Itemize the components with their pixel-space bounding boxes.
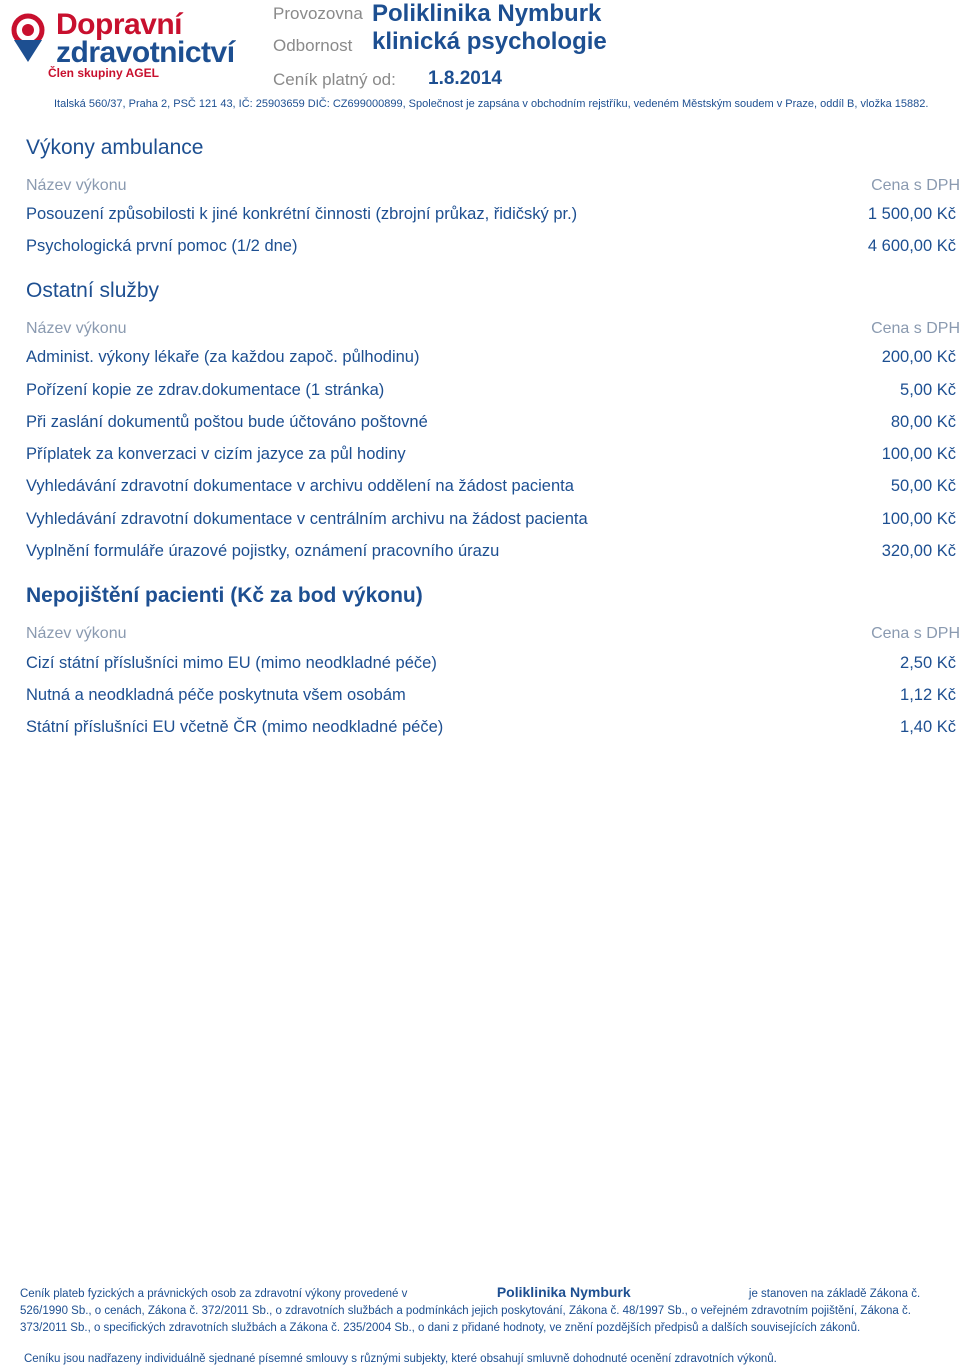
cenik-date: 1.8.2014 — [428, 68, 502, 89]
table-row-price: 50,00 Kč — [890, 477, 956, 495]
table-row-price: 80,00 Kč — [890, 413, 956, 431]
provozovna-value: Poliklinika Nymburk — [372, 0, 602, 27]
table-row-price: 4 600,00 Kč — [867, 237, 956, 255]
footer-text-part1: Ceník plateb fyzických a právnických osob za zdravotní výkony provedené v — [20, 1288, 408, 1300]
footer-provozovna: Poliklinika Nymburk — [496, 1284, 631, 1300]
odbornost-value: klinická psychologie — [372, 28, 607, 55]
column-header-price: Cena s DPH — [871, 320, 960, 337]
footer-legal-text — [20, 1284, 948, 1337]
odbornost-label: Odbornost — [273, 36, 353, 55]
column-header-name: Název výkonu — [26, 625, 127, 642]
table-row-price: 200,00 Kč — [881, 348, 956, 366]
table-row-price: 100,00 Kč — [881, 445, 956, 463]
section-title: Ostatní služby — [26, 279, 160, 302]
table-row-price: 320,00 Kč — [881, 542, 956, 560]
logo-line2: zdravotnictví — [56, 36, 235, 69]
table-row-name: Vyplnění formuláře úrazové pojistky, oznámení pracovního úrazu — [26, 542, 500, 560]
table-row-price: 1 500,00 Kč — [867, 205, 956, 223]
section-title: Nepojištění pacienti (Kč za bod výkonu) — [26, 584, 423, 607]
logo-line3: Člen skupiny AGEL — [48, 66, 159, 80]
table-row-name: Nutná a neodkladná péče poskytnuta všem osobám — [26, 686, 406, 704]
table-row-name: Administ. výkony lékaře (za každou započ. půlhodinu) — [26, 348, 420, 366]
section-title: Výkony ambulance — [26, 136, 204, 159]
table-row-price: 1,40 Kč — [900, 718, 956, 736]
column-header-price: Cena s DPH — [871, 625, 960, 642]
cenik-label: Ceník platný od: — [273, 70, 396, 89]
table-row-name: Cizí státní příslušníci mimo EU (mimo neodkladné péče) — [26, 654, 437, 672]
table-row-name: Vyhledávání zdravotní dokumentace v archivu oddělení na žádost pacienta — [26, 477, 574, 495]
table-row-price: 5,00 Kč — [900, 381, 956, 399]
table-row-name: Státní příslušníci EU včetně ČR (mimo neodkladné péče) — [26, 718, 444, 736]
table-row-price: 100,00 Kč — [881, 510, 956, 528]
company-logo — [8, 6, 258, 84]
table-row-price: 1,12 Kč — [900, 686, 956, 704]
column-header-name: Název výkonu — [26, 320, 127, 337]
column-header-price: Cena s DPH — [871, 177, 960, 194]
table-row-name: Psychologická první pomoc (1/2 dne) — [26, 237, 298, 255]
footer-last-line: Ceníku jsou nadřazeny individuálně sjednané písemné smlouvy s různými subjekty, které obsahují smluvně dohodnuté ocenění zdravotních výkonů. — [24, 1353, 777, 1365]
footer-text-part2: je stanoven na základě Zákona č. 526/1990 Sb., o cenách, Zákona č. 372/2011 Sb., o zdravotních službách a podmínkách jejich poskytování, Zákona č. 48/1997 Sb., o veřejném zdravotním pojištění, Zákona č. 373/2011 Sb., o specifických zdravotních službách a Zákona č. 235/2004 Sb., o dani z přidané hodnoty, ve znění pozdějších předpisů a dalších souvisejících zákonů. — [20, 1288, 921, 1334]
company-info: Italská 560/37, Praha 2, PSČ 121 43, IČ: 25903659 DIČ: CZ699000899, Společnost je zapsána v obchodním rejstříku, vedeném Městským soudem v Praze, oddíl B, vložka 15882. — [54, 98, 929, 110]
table-row-name: Posouzení způsobilosti k jiné konkrétní činnosti (zbrojní průkaz, řidičský pr.) — [26, 205, 578, 223]
table-row-price: 2,50 Kč — [900, 654, 956, 672]
column-header-name: Název výkonu — [26, 177, 127, 194]
logo-line1: Dopravní — [56, 8, 183, 41]
table-row-name: Vyhledávání zdravotní dokumentace v centrálním archivu na žádost pacienta — [26, 510, 588, 528]
table-row-name: Příplatek za konverzaci v cizím jazyce za půl hodiny — [26, 445, 406, 463]
provozovna-label: Provozovna — [273, 4, 363, 23]
table-row-name: Při zaslání dokumentů poštou bude účtováno poštovné — [26, 413, 428, 431]
logo-emblem-icon — [8, 8, 48, 68]
table-row-name: Pořízení kopie ze zdrav.dokumentace (1 stránka) — [26, 381, 385, 399]
